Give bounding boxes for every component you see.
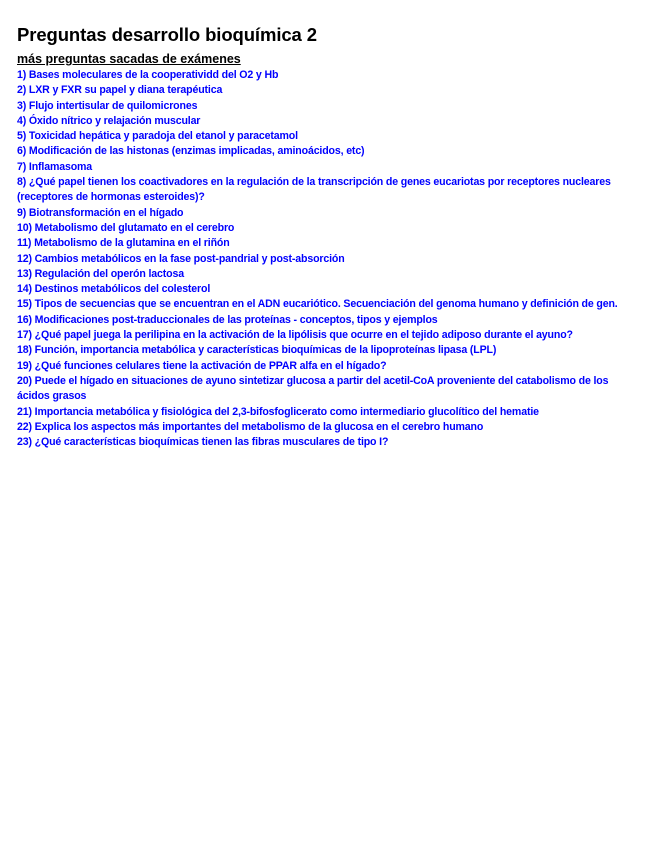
question-item: 16) Modificaciones post-traduccionales de las proteínas - conceptos, tipos y ejemplos xyxy=(17,313,438,326)
question-item: 23) ¿Qué características bioquímicas tienen las fibras musculares de tipo I? xyxy=(17,436,389,449)
question-item: 20) Puede el hígado en situaciones de ayuno sintetizar glucosa a partir del acetil-CoA proveniente del catabolismo de los ácidos grasos xyxy=(17,374,609,403)
question-item: 21) Importancia metabólica y fisiológica del 2,3-bifosfoglicerato como intermediario glucolítico del hematie xyxy=(17,405,539,418)
question-item: 13) Regulación del operón lactosa xyxy=(17,267,184,280)
question-item: 22) Explica los aspectos más importantes del metabolismo de la glucosa en el cerebro humano xyxy=(17,420,484,433)
question-item: 3) Flujo intertisular de quilomicrones xyxy=(17,99,198,112)
question-item: 12) Cambios metabólicos en la fase post-pandrial y post-absorción xyxy=(17,252,345,265)
question-item: 11) Metabolismo de la glutamina en el riñón xyxy=(17,237,230,250)
question-item: 8) ¿Qué papel tienen los coactivadores en la regulación de la transcripción de genes eucariotas por receptores nucleares (receptores de hormonas esteroides)? xyxy=(17,176,611,204)
question-item: 2) LXR y FXR su papel y diana terapéutica xyxy=(17,84,223,97)
question-item: 19) ¿Qué funciones celulares tiene la activación de PPAR alfa en el hígado? xyxy=(17,359,387,372)
section-subtitle: más preguntas sacadas de exámenes xyxy=(17,52,241,66)
question-list xyxy=(17,68,629,450)
document-page xyxy=(17,24,629,450)
question-item: 10) Metabolismo del glutamato en el cerebro xyxy=(17,221,235,234)
question-item: 1) Bases moleculares de la cooperatividd del O2 y Hb xyxy=(17,69,279,81)
question-item: 6) Modificación de las histonas (enzimas implicadas, aminoácidos, etc) xyxy=(17,145,365,158)
question-item: 4) Óxido nítrico y relajación muscular xyxy=(17,114,201,127)
question-item: 18) Función, importancia metabólica y características bioquímicas de la lipoproteínas lipasa (LPL) xyxy=(17,344,497,357)
question-item: 17) ¿Qué papel juega la perilipina en la activación de la lipólisis que ocurre en el tejido adiposo durante el ayuno? xyxy=(17,329,573,342)
question-item: 9) Biotransformación en el hígado xyxy=(17,206,184,219)
question-item: 14) Destinos metabólicos del colesterol xyxy=(17,283,211,296)
question-item: 7) Inflamasoma xyxy=(17,160,93,173)
question-item: 5) Toxicidad hepática y paradoja del etanol y paracetamol xyxy=(17,130,298,143)
question-item: 15) Tipos de secuencias que se encuentran en el ADN eucariótico. Secuenciación del genoma humano y definición de gen. xyxy=(17,298,618,311)
page-title: Preguntas desarrollo bioquímica 2 xyxy=(17,24,317,45)
